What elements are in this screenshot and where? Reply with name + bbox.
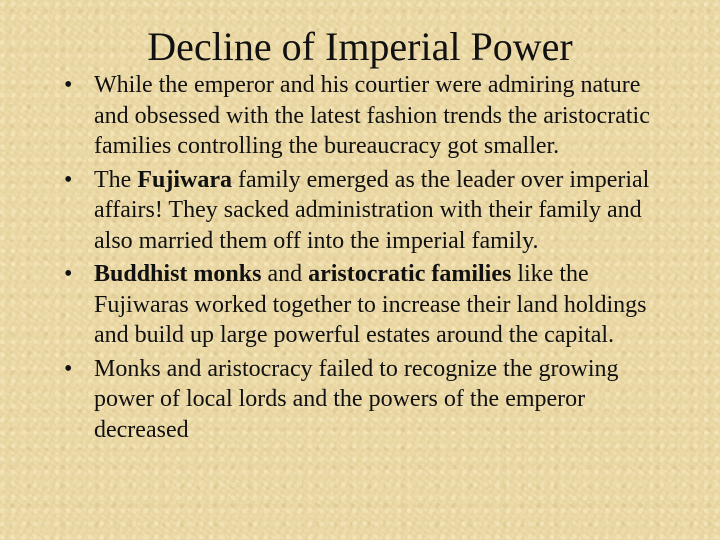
bullet-item [0,259,720,351]
bullet-emphasis: Fujiwara [137,166,232,193]
bullet-text: family emerged as the leader over imperial affairs! They sacked administration with their family and also married them off into the imperial family. [94,166,650,254]
bullet-dot-icon: • [64,355,73,382]
bullet-emphasis: aristocratic families [308,261,512,287]
bullet-dot-icon: • [64,72,73,98]
slide-title: Decline of Imperial Power [147,24,573,69]
bullet-item [0,354,720,446]
bullet-text: While the emperor and his courtier were admiring nature and obsessed with the latest fashion trends the aristocratic families controlling the bureaucracy got smaller. [94,72,650,159]
bullet-list [0,70,720,448]
bullet-text: and [261,261,309,287]
bullet-dot-icon: • [64,166,73,193]
bullet-emphasis: Buddhist monks [94,261,262,287]
bullet-text: like the Fujiwaras worked together to increase their land holdings and build up large powerful estates around the capital. [94,261,647,348]
bullet-text: The [94,166,138,193]
bullet-text: Monks and aristocracy failed to recognize the growing power of local lords and the powers of the emperor decreased [94,355,619,443]
bullet-item [0,165,720,257]
bullet-item [0,70,720,162]
bullet-dot-icon: • [64,261,73,287]
